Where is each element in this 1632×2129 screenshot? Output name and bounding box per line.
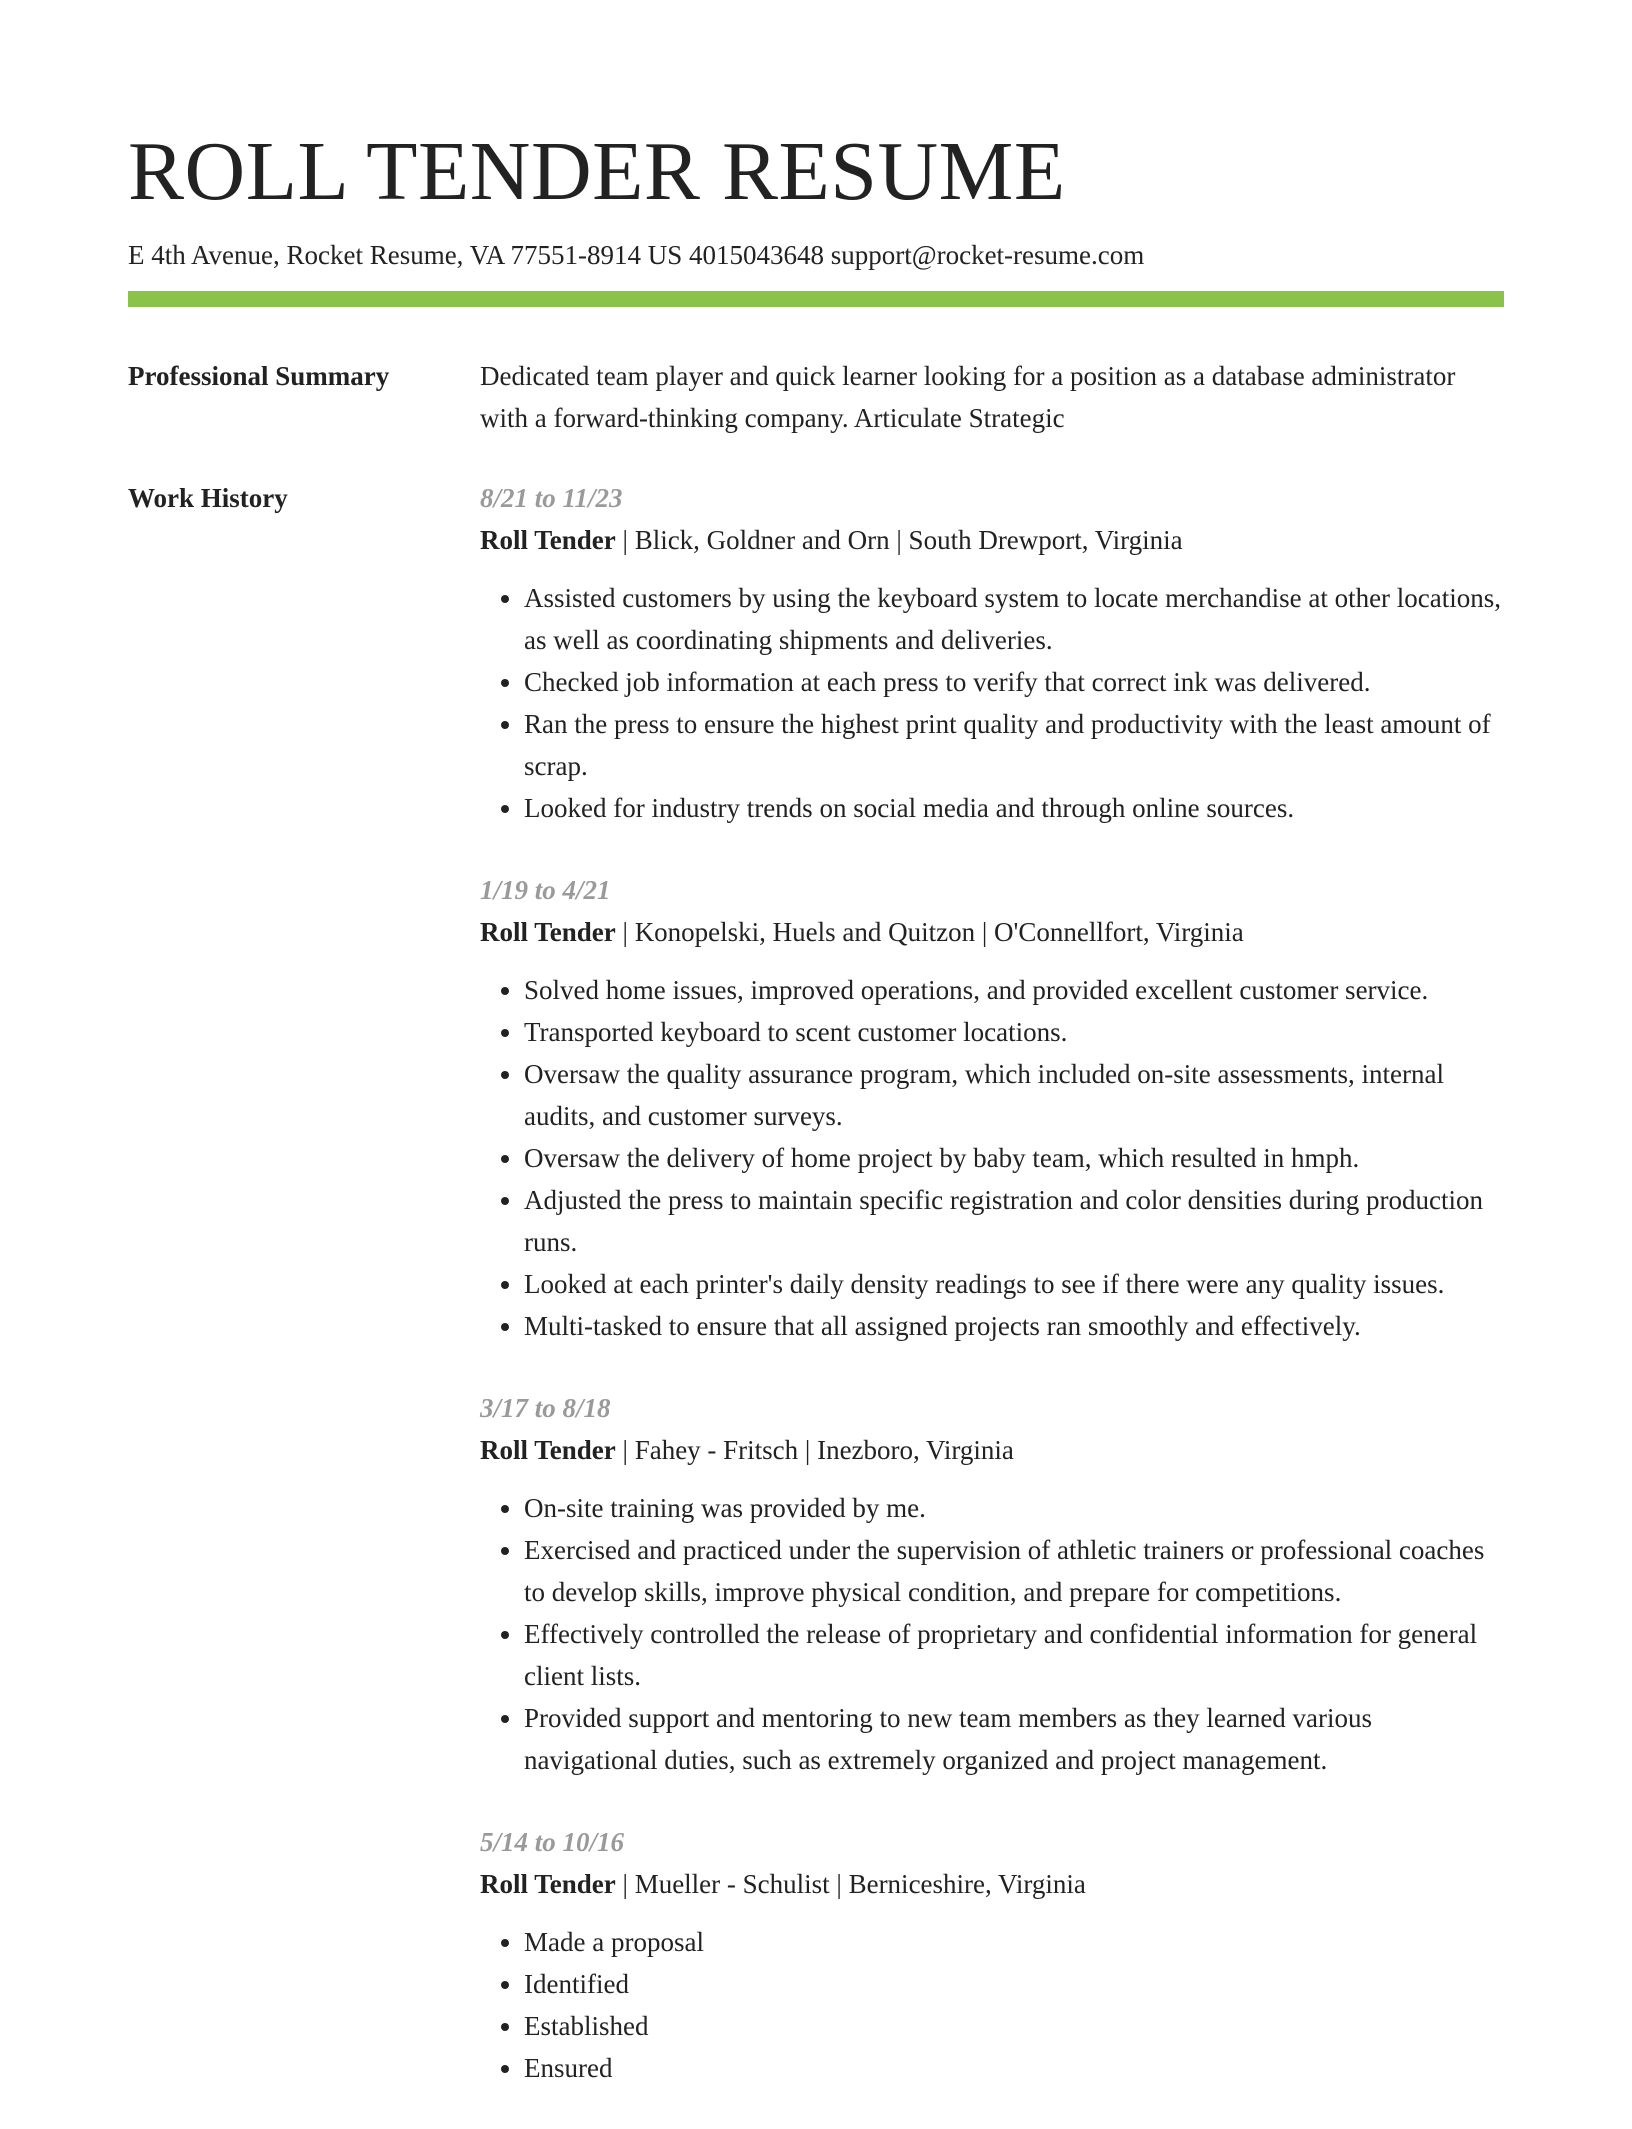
job-duty-item: • Effectively controlled the release of proprietary and confidential information for general client lists. (524, 1613, 1504, 1697)
job-duty-item: • Made a proposal (524, 1921, 1504, 1963)
job-duty-item: • Looked for industry trends on social media and through online sources. (524, 787, 1504, 829)
job-duties-list (480, 1921, 1504, 2089)
job-company: Fahey - Fritsch (634, 1435, 799, 1466)
job-duty-item: • Adjusted the press to maintain specific registration and color densities during production runs. (524, 1179, 1504, 1263)
job-duty-item: • Oversaw the quality assurance program, which included on-site assessments, internal audits, and customer surveys. (524, 1053, 1504, 1137)
job-duty-item: • Ensured (524, 2047, 1504, 2089)
job-duty-item: • Looked at each printer's daily density readings to see if there were any quality issues. (524, 1263, 1504, 1305)
header-divider (128, 291, 1504, 307)
job-duties-list (480, 969, 1504, 1347)
resume-title: ROLL TENDER RESUME (128, 125, 1066, 218)
job-company: Konopelski, Huels and Quitzon (634, 917, 976, 948)
job-location: Berniceshire, Virginia (848, 1869, 1086, 1900)
job-heading (480, 1863, 1504, 1905)
separator: | (615, 525, 635, 556)
job-duty-item: • Multi-tasked to ensure that all assigned projects ran smoothly and effectively. (524, 1305, 1504, 1347)
separator: | (798, 1435, 818, 1466)
section-label-work-history: Work History (128, 483, 288, 514)
separator: | (829, 1869, 849, 1900)
job-duty-item: • Identified (524, 1963, 1504, 2005)
separator: | (975, 917, 995, 948)
work-history-section (128, 477, 1504, 2129)
job-location: Inezboro, Virginia (817, 1435, 1014, 1466)
job-duty-item: • On-site training was provided by me. (524, 1487, 1504, 1529)
job-entry (480, 869, 1504, 1347)
job-title: Roll Tender (480, 1435, 616, 1466)
job-duty-item: • Assisted customers by using the keyboard system to locate merchandise at other locations, as well as coordinating shipments and deliveries. (524, 577, 1504, 661)
job-title: Roll Tender (480, 525, 616, 556)
job-title: Roll Tender (480, 1869, 616, 1900)
job-heading (480, 519, 1504, 561)
job-entry (480, 1387, 1504, 1781)
job-entry (480, 477, 1504, 829)
job-dates: 5/14 to 10/16 (480, 1827, 625, 1858)
job-location: O'Connellfort, Virginia (994, 917, 1244, 948)
job-list (480, 477, 1504, 2129)
separator: | (615, 1435, 635, 1466)
summary-text: Dedicated team player and quick learner looking for a position as a database administrator with a forward-thinking company. Articulate Strategic (480, 361, 1456, 434)
job-duty-item: • Exercised and practiced under the supervision of athletic trainers or professional coaches to develop skills, improve physical condition, and prepare for competitions. (524, 1529, 1504, 1613)
separator: | (889, 525, 909, 556)
job-duty-item: • Checked job information at each press to verify that correct ink was delivered. (524, 661, 1504, 703)
job-duties-list (480, 1487, 1504, 1781)
job-title: Roll Tender (480, 917, 616, 948)
job-entry (480, 1821, 1504, 2089)
job-duty-item: • Provided support and mentoring to new team members as they learned various navigational duties, such as extremely organized and project management. (524, 1697, 1504, 1781)
job-company: Blick, Goldner and Orn (634, 525, 890, 556)
job-duties-list (480, 577, 1504, 829)
professional-summary-section (128, 355, 1504, 439)
job-duty-item: • Solved home issues, improved operations, and provided excellent customer service. (524, 969, 1504, 1011)
section-label-summary: Professional Summary (128, 361, 390, 392)
contact-line: E 4th Avenue, Rocket Resume, VA 77551-8914 US 4015043648 support@rocket-resume.com (128, 240, 1145, 270)
job-company: Mueller - Schulist (634, 1869, 830, 1900)
separator: | (615, 917, 635, 948)
job-duty-item: • Ran the press to ensure the highest print quality and productivity with the least amount of scrap. (524, 703, 1504, 787)
job-dates: 3/17 to 8/18 (480, 1393, 611, 1424)
separator: | (615, 1869, 635, 1900)
job-duty-item: • Established (524, 2005, 1504, 2047)
job-heading (480, 1429, 1504, 1471)
job-duty-item: • Transported keyboard to scent customer locations. (524, 1011, 1504, 1053)
job-heading (480, 911, 1504, 953)
job-dates: 1/19 to 4/21 (480, 875, 611, 906)
job-dates: 8/21 to 11/23 (480, 483, 623, 514)
job-location: South Drewport, Virginia (908, 525, 1183, 556)
job-duty-item: • Oversaw the delivery of home project by baby team, which resulted in hmph. (524, 1137, 1504, 1179)
